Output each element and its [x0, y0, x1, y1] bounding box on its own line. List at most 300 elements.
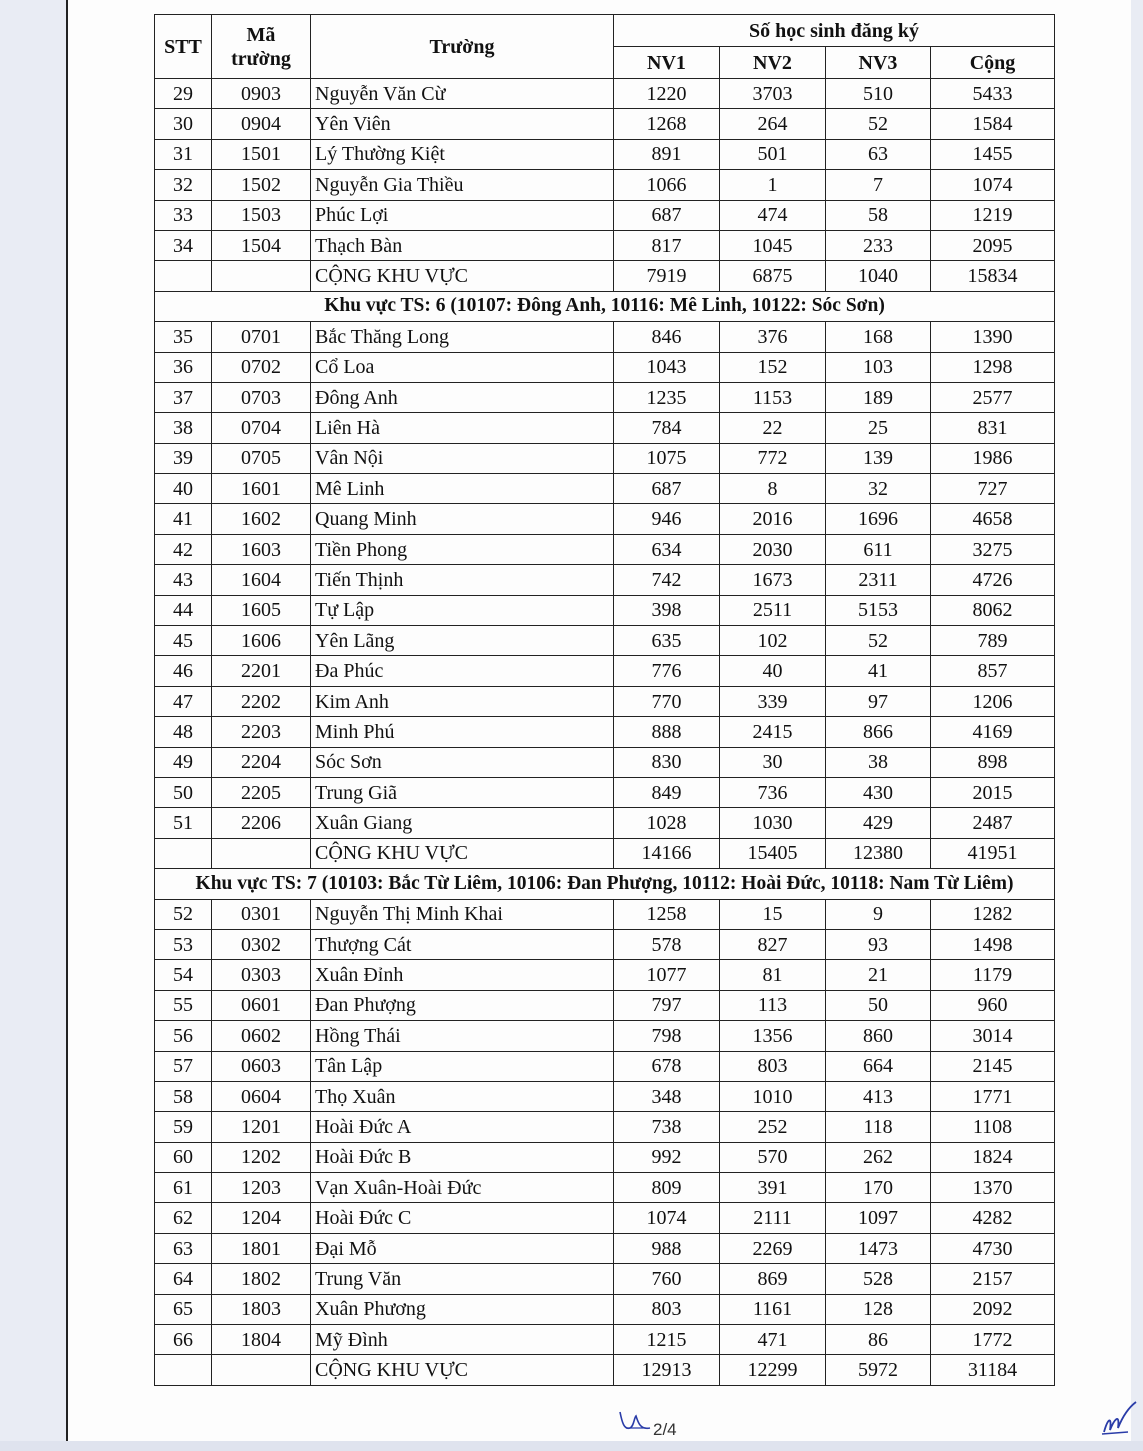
cell-nv3: 1696 — [826, 504, 931, 534]
cell-stt: 29 — [155, 79, 212, 109]
cell-ma-truong: 1502 — [212, 170, 311, 200]
table-row — [155, 747, 1055, 777]
cell-nv3: 50 — [826, 990, 931, 1020]
cell-nv2: 1161 — [720, 1294, 826, 1324]
cell-nv3: 611 — [826, 534, 931, 564]
cell-stt: 59 — [155, 1112, 212, 1142]
cell-truong: Thọ Xuân — [311, 1081, 614, 1111]
cell-ma-truong: 0701 — [212, 322, 311, 352]
registration-table — [154, 14, 1055, 1386]
cell-nv1: 798 — [614, 1021, 720, 1051]
cell-cong: 1390 — [931, 322, 1055, 352]
region-title: Khu vực TS: 6 (10107: Đông Anh, 10116: Mê Linh, 10122: Sóc Sơn) — [155, 291, 1055, 321]
cell-cong: 857 — [931, 656, 1055, 686]
cell-stt: 66 — [155, 1325, 212, 1355]
cell-stt: 64 — [155, 1264, 212, 1294]
table-row — [155, 382, 1055, 412]
cell-ma-truong: 0903 — [212, 79, 311, 109]
table-row — [155, 960, 1055, 990]
table-row — [155, 139, 1055, 169]
table-row — [155, 808, 1055, 838]
cell-truong: Tân Lập — [311, 1051, 614, 1081]
cell-nv1: 578 — [614, 929, 720, 959]
cell-truong: Bắc Thăng Long — [311, 322, 614, 352]
cell-ma-truong: 1201 — [212, 1112, 311, 1142]
cell-cong: 1282 — [931, 899, 1055, 929]
cell-ma-truong: 2203 — [212, 717, 311, 747]
total-nv3: 12380 — [826, 838, 931, 868]
cell-stt: 38 — [155, 413, 212, 443]
cell-nv2: 1030 — [720, 808, 826, 838]
table-row — [155, 352, 1055, 382]
cell-nv2: 2111 — [720, 1203, 826, 1233]
cell-nv1: 742 — [614, 565, 720, 595]
region-row — [155, 291, 1055, 321]
cell-ma-truong: 2201 — [212, 656, 311, 686]
table-row — [155, 595, 1055, 625]
cell-nv3: 38 — [826, 747, 931, 777]
empty-cell — [212, 261, 311, 291]
cell-cong: 1498 — [931, 929, 1055, 959]
total-cong: 15834 — [931, 261, 1055, 291]
cell-stt: 44 — [155, 595, 212, 625]
cell-nv3: 86 — [826, 1325, 931, 1355]
cell-nv1: 1028 — [614, 808, 720, 838]
cell-stt: 51 — [155, 808, 212, 838]
cell-nv2: 1356 — [720, 1021, 826, 1051]
cell-nv1: 770 — [614, 686, 720, 716]
cell-cong: 2157 — [931, 1264, 1055, 1294]
table-row — [155, 322, 1055, 352]
cell-nv3: 41 — [826, 656, 931, 686]
cell-stt: 58 — [155, 1081, 212, 1111]
cell-cong: 8062 — [931, 595, 1055, 625]
cell-nv1: 398 — [614, 595, 720, 625]
table-row — [155, 413, 1055, 443]
cell-stt: 54 — [155, 960, 212, 990]
cell-cong: 4169 — [931, 717, 1055, 747]
cell-stt: 36 — [155, 352, 212, 382]
cell-nv3: 118 — [826, 1112, 931, 1142]
table-row — [155, 504, 1055, 534]
cell-nv2: 474 — [720, 200, 826, 230]
cell-nv2: 15 — [720, 899, 826, 929]
cell-cong: 1455 — [931, 139, 1055, 169]
cell-nv2: 1 — [720, 170, 826, 200]
cell-nv3: 168 — [826, 322, 931, 352]
cell-ma-truong: 1202 — [212, 1142, 311, 1172]
cell-nv2: 827 — [720, 929, 826, 959]
cell-ma-truong: 0705 — [212, 443, 311, 473]
cell-truong: Cổ Loa — [311, 352, 614, 382]
cell-ma-truong: 1203 — [212, 1173, 311, 1203]
cell-nv2: 2269 — [720, 1233, 826, 1263]
header-nv1: NV1 — [614, 47, 720, 79]
cell-nv2: 2016 — [720, 504, 826, 534]
table-row — [155, 109, 1055, 139]
cell-truong: Thượng Cát — [311, 929, 614, 959]
table-row — [155, 656, 1055, 686]
cell-nv2: 869 — [720, 1264, 826, 1294]
cell-nv2: 376 — [720, 322, 826, 352]
header-stt: STT — [155, 15, 212, 79]
cell-truong: Mê Linh — [311, 474, 614, 504]
header-ma-truong — [212, 15, 311, 79]
cell-ma-truong: 0302 — [212, 929, 311, 959]
cell-nv3: 58 — [826, 200, 931, 230]
cell-ma-truong: 0603 — [212, 1051, 311, 1081]
cell-nv1: 1268 — [614, 109, 720, 139]
cell-nv1: 891 — [614, 139, 720, 169]
cell-truong: Minh Phú — [311, 717, 614, 747]
cell-cong: 4726 — [931, 565, 1055, 595]
total-nv2: 12299 — [720, 1355, 826, 1385]
cell-ma-truong: 1204 — [212, 1203, 311, 1233]
cell-ma-truong: 0702 — [212, 352, 311, 382]
cell-nv3: 430 — [826, 777, 931, 807]
cell-nv3: 1473 — [826, 1233, 931, 1263]
cell-nv3: 21 — [826, 960, 931, 990]
cell-truong: Trung Giã — [311, 777, 614, 807]
cell-truong: Yên Viên — [311, 109, 614, 139]
cell-cong: 5433 — [931, 79, 1055, 109]
table-row — [155, 717, 1055, 747]
cell-ma-truong: 0704 — [212, 413, 311, 443]
cell-nv1: 988 — [614, 1233, 720, 1263]
cell-stt: 62 — [155, 1203, 212, 1233]
cell-nv2: 1010 — [720, 1081, 826, 1111]
cell-stt: 61 — [155, 1173, 212, 1203]
cell-stt: 49 — [155, 747, 212, 777]
cell-ma-truong: 0904 — [212, 109, 311, 139]
cell-ma-truong: 1606 — [212, 626, 311, 656]
cell-stt: 35 — [155, 322, 212, 352]
empty-cell — [155, 838, 212, 868]
cell-cong: 2577 — [931, 382, 1055, 412]
empty-cell — [155, 1355, 212, 1385]
document-page — [66, 0, 1131, 1441]
cell-cong: 1179 — [931, 960, 1055, 990]
cell-cong: 1986 — [931, 443, 1055, 473]
cell-truong: Hoài Đức C — [311, 1203, 614, 1233]
cell-cong: 3275 — [931, 534, 1055, 564]
cell-stt: 41 — [155, 504, 212, 534]
cell-nv1: 809 — [614, 1173, 720, 1203]
total-nv3: 5972 — [826, 1355, 931, 1385]
cell-nv3: 528 — [826, 1264, 931, 1294]
cell-nv3: 189 — [826, 382, 931, 412]
cell-truong: Mỹ Đình — [311, 1325, 614, 1355]
cell-nv2: 3703 — [720, 79, 826, 109]
cell-cong: 1370 — [931, 1173, 1055, 1203]
cell-cong: 1824 — [931, 1142, 1055, 1172]
cell-nv1: 1077 — [614, 960, 720, 990]
cell-ma-truong: 2204 — [212, 747, 311, 777]
cell-nv1: 1043 — [614, 352, 720, 382]
cell-truong: Xuân Phương — [311, 1294, 614, 1324]
cell-nv1: 946 — [614, 504, 720, 534]
cell-nv2: 1045 — [720, 230, 826, 260]
cell-ma-truong: 1603 — [212, 534, 311, 564]
cell-cong: 831 — [931, 413, 1055, 443]
cell-stt: 55 — [155, 990, 212, 1020]
cell-nv1: 776 — [614, 656, 720, 686]
table-row — [155, 534, 1055, 564]
cell-nv3: 510 — [826, 79, 931, 109]
cell-nv1: 1066 — [614, 170, 720, 200]
cell-cong: 2095 — [931, 230, 1055, 260]
table-row — [155, 1112, 1055, 1142]
region-row — [155, 869, 1055, 899]
cell-truong: Hồng Thái — [311, 1021, 614, 1051]
cell-nv3: 25 — [826, 413, 931, 443]
table-row — [155, 686, 1055, 716]
cell-nv1: 888 — [614, 717, 720, 747]
cell-truong: Yên Lãng — [311, 626, 614, 656]
cell-stt: 39 — [155, 443, 212, 473]
cell-ma-truong: 1602 — [212, 504, 311, 534]
cell-truong: Đa Phúc — [311, 656, 614, 686]
cell-nv1: 634 — [614, 534, 720, 564]
cell-nv3: 5153 — [826, 595, 931, 625]
cell-nv1: 1258 — [614, 899, 720, 929]
cell-nv3: 32 — [826, 474, 931, 504]
cell-truong: Tiến Thịnh — [311, 565, 614, 595]
cell-nv2: 339 — [720, 686, 826, 716]
cell-nv1: 846 — [614, 322, 720, 352]
table-row — [155, 1264, 1055, 1294]
cell-nv3: 860 — [826, 1021, 931, 1051]
cell-stt: 46 — [155, 656, 212, 686]
table-row — [155, 1021, 1055, 1051]
cell-nv3: 429 — [826, 808, 931, 838]
cell-nv1: 817 — [614, 230, 720, 260]
region-title: Khu vực TS: 7 (10103: Bắc Từ Liêm, 10106: Đan Phượng, 10112: Hoài Đức, 10118: Nam Từ Liêm) — [155, 869, 1055, 899]
cell-truong: Liên Hà — [311, 413, 614, 443]
cell-truong: Đại Mỗ — [311, 1233, 614, 1263]
table-row — [155, 899, 1055, 929]
table-row — [155, 79, 1055, 109]
cell-stt: 56 — [155, 1021, 212, 1051]
cell-cong: 789 — [931, 626, 1055, 656]
cell-nv1: 1220 — [614, 79, 720, 109]
header-truong: Trường — [311, 15, 614, 79]
initials-mark-icon — [616, 1408, 656, 1436]
cell-ma-truong: 0301 — [212, 899, 311, 929]
cell-nv3: 233 — [826, 230, 931, 260]
table-row — [155, 777, 1055, 807]
cell-ma-truong: 1804 — [212, 1325, 311, 1355]
signature-mark-icon — [1098, 1398, 1142, 1438]
table-row — [155, 230, 1055, 260]
cell-ma-truong: 2205 — [212, 777, 311, 807]
total-nv1: 7919 — [614, 261, 720, 291]
cell-nv2: 22 — [720, 413, 826, 443]
cell-truong: Phúc Lợi — [311, 200, 614, 230]
cell-ma-truong: 1803 — [212, 1294, 311, 1324]
cell-nv3: 139 — [826, 443, 931, 473]
cell-truong: Lý Thường Kiệt — [311, 139, 614, 169]
table-row — [155, 1233, 1055, 1263]
cell-nv1: 803 — [614, 1294, 720, 1324]
cell-nv3: 93 — [826, 929, 931, 959]
cell-nv3: 52 — [826, 109, 931, 139]
cell-nv1: 1215 — [614, 1325, 720, 1355]
cell-nv2: 40 — [720, 656, 826, 686]
cell-stt: 63 — [155, 1233, 212, 1263]
cell-truong: Đan Phượng — [311, 990, 614, 1020]
table-row — [155, 1203, 1055, 1233]
cell-truong: Quang Minh — [311, 504, 614, 534]
cell-nv2: 471 — [720, 1325, 826, 1355]
cell-stt: 32 — [155, 170, 212, 200]
table-row — [155, 565, 1055, 595]
cell-nv2: 152 — [720, 352, 826, 382]
cell-nv2: 252 — [720, 1112, 826, 1142]
cell-stt: 65 — [155, 1294, 212, 1324]
cell-nv2: 391 — [720, 1173, 826, 1203]
total-cong: 41951 — [931, 838, 1055, 868]
cell-nv1: 784 — [614, 413, 720, 443]
empty-cell — [212, 1355, 311, 1385]
header-cong: Cộng — [931, 47, 1055, 79]
cell-stt: 47 — [155, 686, 212, 716]
cell-nv1: 348 — [614, 1081, 720, 1111]
cell-nv2: 1673 — [720, 565, 826, 595]
cell-truong: Vân Nội — [311, 443, 614, 473]
cell-ma-truong: 1503 — [212, 200, 311, 230]
cell-nv3: 9 — [826, 899, 931, 929]
cell-nv2: 8 — [720, 474, 826, 504]
empty-cell — [212, 838, 311, 868]
cell-truong: Xuân Giang — [311, 808, 614, 838]
total-cong: 31184 — [931, 1355, 1055, 1385]
table-row — [155, 1294, 1055, 1324]
table-body — [155, 79, 1055, 1386]
table-row — [155, 1081, 1055, 1111]
table-row — [155, 990, 1055, 1020]
total-row — [155, 838, 1055, 868]
header-nv3: NV3 — [826, 47, 931, 79]
total-nv2: 15405 — [720, 838, 826, 868]
cell-nv2: 803 — [720, 1051, 826, 1081]
cell-cong: 727 — [931, 474, 1055, 504]
cell-stt: 45 — [155, 626, 212, 656]
viewer-bottom-bar — [0, 1441, 1143, 1451]
cell-stt: 30 — [155, 109, 212, 139]
cell-cong: 1772 — [931, 1325, 1055, 1355]
cell-nv3: 1097 — [826, 1203, 931, 1233]
cell-nv3: 664 — [826, 1051, 931, 1081]
cell-nv1: 738 — [614, 1112, 720, 1142]
cell-ma-truong: 0601 — [212, 990, 311, 1020]
page-number: 2/4 — [653, 1420, 677, 1439]
table-row — [155, 170, 1055, 200]
header-nv2: NV2 — [720, 47, 826, 79]
cell-nv1: 1235 — [614, 382, 720, 412]
cell-ma-truong: 1801 — [212, 1233, 311, 1263]
cell-nv1: 1075 — [614, 443, 720, 473]
cell-ma-truong: 1605 — [212, 595, 311, 625]
cell-cong: 2015 — [931, 777, 1055, 807]
cell-nv2: 2030 — [720, 534, 826, 564]
cell-truong: Hoài Đức A — [311, 1112, 614, 1142]
cell-nv1: 849 — [614, 777, 720, 807]
cell-nv2: 1153 — [720, 382, 826, 412]
cell-ma-truong: 1501 — [212, 139, 311, 169]
cell-stt: 57 — [155, 1051, 212, 1081]
cell-truong: Nguyễn Gia Thiều — [311, 170, 614, 200]
cell-nv2: 30 — [720, 747, 826, 777]
cell-cong: 4658 — [931, 504, 1055, 534]
cell-nv3: 866 — [826, 717, 931, 747]
cell-nv3: 97 — [826, 686, 931, 716]
cell-truong: Nguyễn Thị Minh Khai — [311, 899, 614, 929]
cell-nv2: 2415 — [720, 717, 826, 747]
total-label: CỘNG KHU VỰC — [311, 838, 614, 868]
total-nv1: 12913 — [614, 1355, 720, 1385]
cell-cong: 3014 — [931, 1021, 1055, 1051]
cell-cong: 2092 — [931, 1294, 1055, 1324]
cell-nv2: 81 — [720, 960, 826, 990]
total-row — [155, 261, 1055, 291]
total-nv1: 14166 — [614, 838, 720, 868]
table-row — [155, 200, 1055, 230]
cell-ma-truong: 0303 — [212, 960, 311, 990]
cell-nv2: 264 — [720, 109, 826, 139]
cell-nv3: 262 — [826, 1142, 931, 1172]
total-row — [155, 1355, 1055, 1385]
cell-nv2: 736 — [720, 777, 826, 807]
cell-stt: 33 — [155, 200, 212, 230]
cell-nv1: 992 — [614, 1142, 720, 1172]
cell-nv1: 797 — [614, 990, 720, 1020]
cell-cong: 1206 — [931, 686, 1055, 716]
cell-nv3: 52 — [826, 626, 931, 656]
cell-ma-truong: 1601 — [212, 474, 311, 504]
table-row — [155, 1051, 1055, 1081]
cell-stt: 48 — [155, 717, 212, 747]
cell-stt: 37 — [155, 382, 212, 412]
cell-truong: Hoài Đức B — [311, 1142, 614, 1172]
table-row — [155, 443, 1055, 473]
table-row — [155, 929, 1055, 959]
cell-stt: 31 — [155, 139, 212, 169]
cell-ma-truong: 1802 — [212, 1264, 311, 1294]
cell-nv1: 1074 — [614, 1203, 720, 1233]
cell-truong: Kim Anh — [311, 686, 614, 716]
cell-truong: Tự Lập — [311, 595, 614, 625]
cell-nv2: 772 — [720, 443, 826, 473]
cell-truong: Đông Anh — [311, 382, 614, 412]
cell-nv3: 170 — [826, 1173, 931, 1203]
cell-truong: Trung Văn — [311, 1264, 614, 1294]
cell-nv1: 687 — [614, 200, 720, 230]
cell-nv3: 63 — [826, 139, 931, 169]
cell-truong: Sóc Sơn — [311, 747, 614, 777]
cell-nv3: 413 — [826, 1081, 931, 1111]
cell-cong: 1219 — [931, 200, 1055, 230]
cell-stt: 43 — [155, 565, 212, 595]
table-row — [155, 1173, 1055, 1203]
cell-stt: 40 — [155, 474, 212, 504]
cell-ma-truong: 2206 — [212, 808, 311, 838]
cell-ma-truong: 0604 — [212, 1081, 311, 1111]
cell-cong: 1584 — [931, 109, 1055, 139]
cell-nv1: 687 — [614, 474, 720, 504]
total-nv2: 6875 — [720, 261, 826, 291]
cell-stt: 53 — [155, 929, 212, 959]
